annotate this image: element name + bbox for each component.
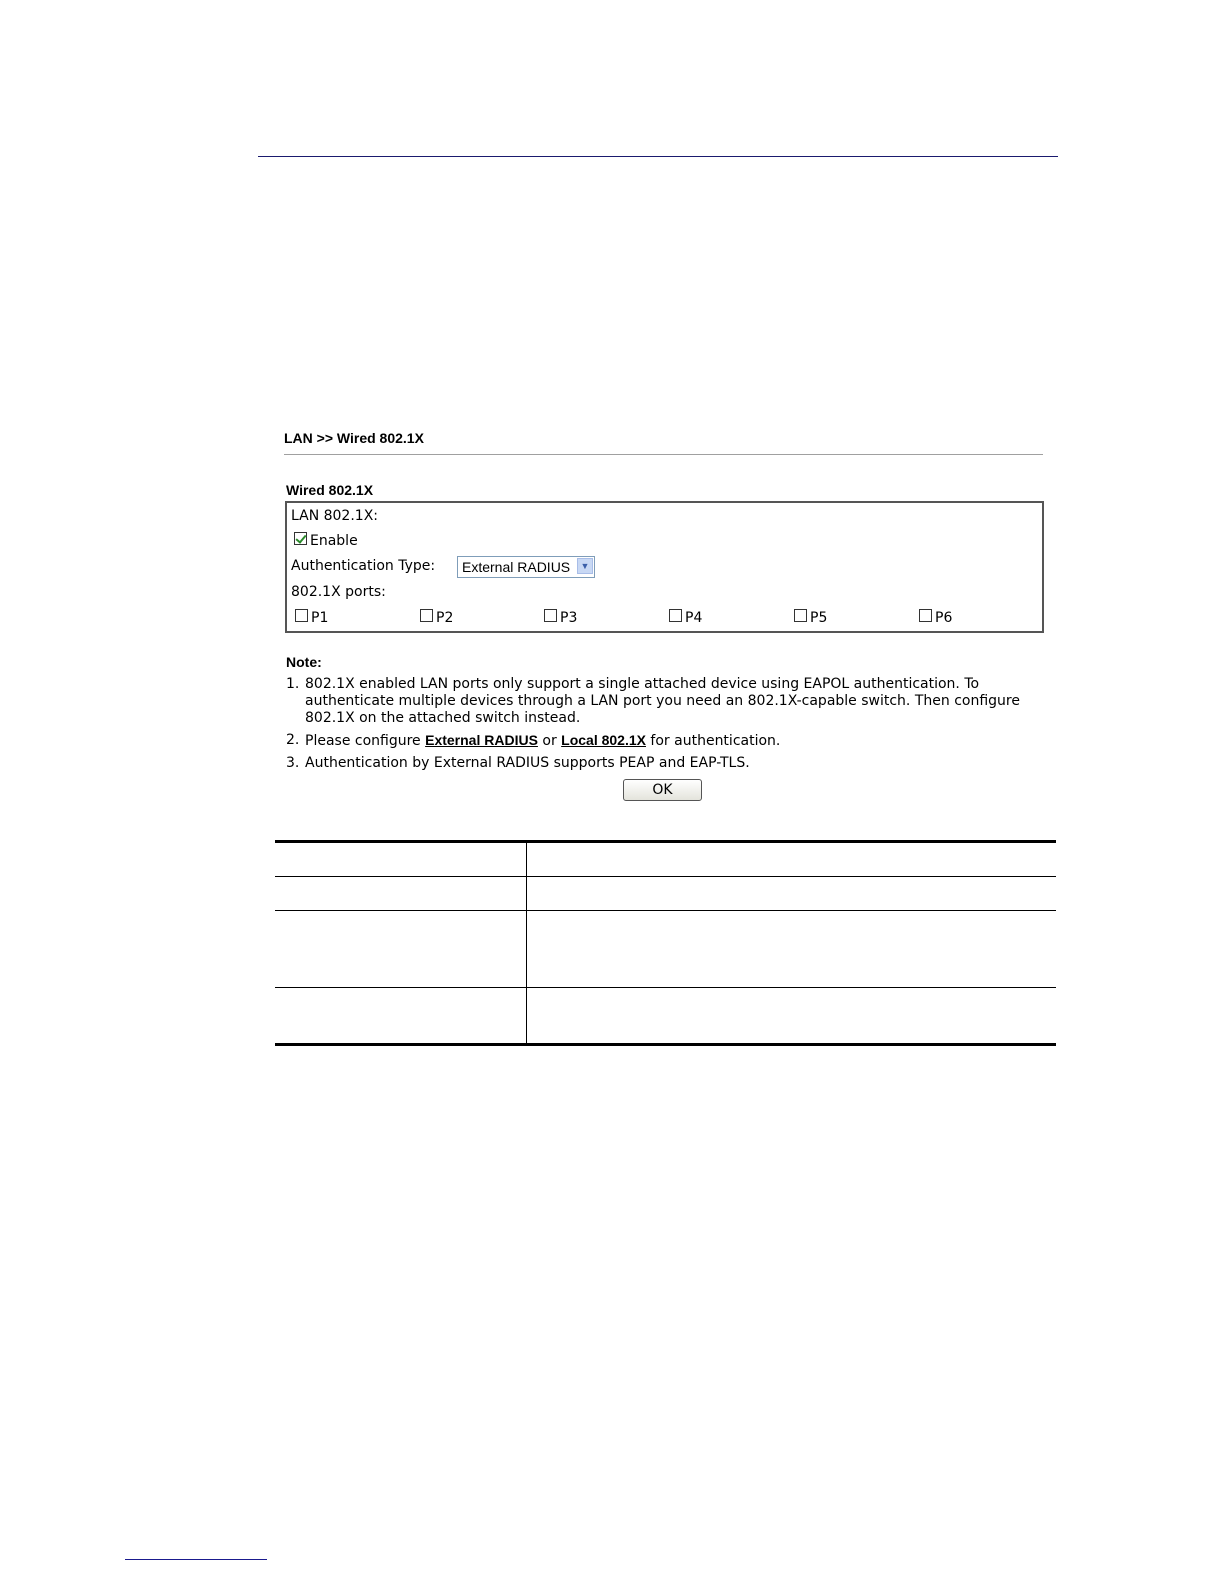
port-p6-checkbox[interactable]	[919, 609, 932, 622]
table-column-divider	[526, 840, 527, 1046]
port-p4-checkbox[interactable]	[669, 609, 682, 622]
note-number: 3.	[286, 755, 300, 771]
section-title: Wired 802.1X	[286, 482, 374, 498]
breadcrumb: LAN >> Wired 802.1X	[284, 430, 424, 446]
note-list	[286, 676, 1056, 777]
port-p5-label: P5	[810, 610, 828, 626]
enable-option[interactable]	[294, 532, 358, 549]
port-p1[interactable]	[295, 609, 328, 626]
port-p1-checkbox[interactable]	[295, 609, 308, 622]
note-item-1	[286, 676, 1056, 727]
port-p5-checkbox[interactable]	[794, 609, 807, 622]
auth-type-label: Authentication Type:	[291, 558, 436, 574]
port-p3[interactable]	[544, 609, 577, 626]
note-2-text: Please configure	[305, 733, 426, 749]
page-header-rule	[258, 156, 1058, 157]
lan-8021x-label: LAN 802.1X:	[291, 508, 379, 524]
port-p4[interactable]	[669, 609, 702, 626]
note-3-text: Authentication by External RADIUS supports PEAP and EAP-TLS.	[305, 755, 750, 771]
note-2-text: or	[537, 733, 562, 749]
note-title: Note:	[286, 654, 322, 670]
wired-8021x-panel	[285, 501, 1044, 633]
auth-type-value: External RADIUS	[462, 559, 571, 575]
enable-checkbox[interactable]	[294, 532, 307, 545]
note-item-2	[286, 732, 1056, 750]
table-row-divider	[275, 987, 1056, 988]
port-p3-label: P3	[560, 610, 578, 626]
port-p2[interactable]	[420, 609, 453, 626]
table-row-divider	[275, 876, 1056, 877]
port-p1-label: P1	[311, 610, 329, 626]
auth-type-select[interactable]	[457, 556, 595, 578]
port-p5[interactable]	[794, 609, 827, 626]
port-p2-checkbox[interactable]	[420, 609, 433, 622]
port-p2-label: P2	[436, 610, 454, 626]
note-1-line-2: authenticate multiple devices through a LAN port you need an 802.1X-capable switch. Then configure	[305, 693, 1020, 709]
ok-button[interactable]: OK	[623, 779, 702, 801]
external-radius-link[interactable]: External RADIUS	[425, 732, 538, 748]
note-1-line-1: 802.1X enabled LAN ports only support a single attached device using EAPOL authentication. To	[305, 676, 980, 692]
chevron-down-icon[interactable]: ▼	[577, 558, 593, 574]
note-item-3	[286, 755, 1056, 772]
ports-label: 802.1X ports:	[291, 584, 386, 600]
port-p4-label: P4	[685, 610, 703, 626]
note-number: 1.	[286, 676, 300, 692]
port-p6-label: P6	[935, 610, 953, 626]
table-row-divider	[275, 910, 1056, 911]
page-footer-rule	[125, 1559, 267, 1560]
port-p6[interactable]	[919, 609, 952, 626]
breadcrumb-divider	[284, 454, 1043, 455]
note-number: 2.	[286, 732, 300, 748]
note-1-line-3: 802.1X on the attached switch instead.	[305, 710, 581, 726]
description-table	[275, 840, 1056, 1046]
port-p3-checkbox[interactable]	[544, 609, 557, 622]
enable-label: Enable	[310, 533, 358, 549]
table-bottom-rule	[275, 1043, 1056, 1046]
note-2-text: for authentication.	[645, 733, 781, 749]
local-8021x-link[interactable]: Local 802.1X	[561, 732, 646, 748]
table-top-rule	[275, 840, 1056, 843]
